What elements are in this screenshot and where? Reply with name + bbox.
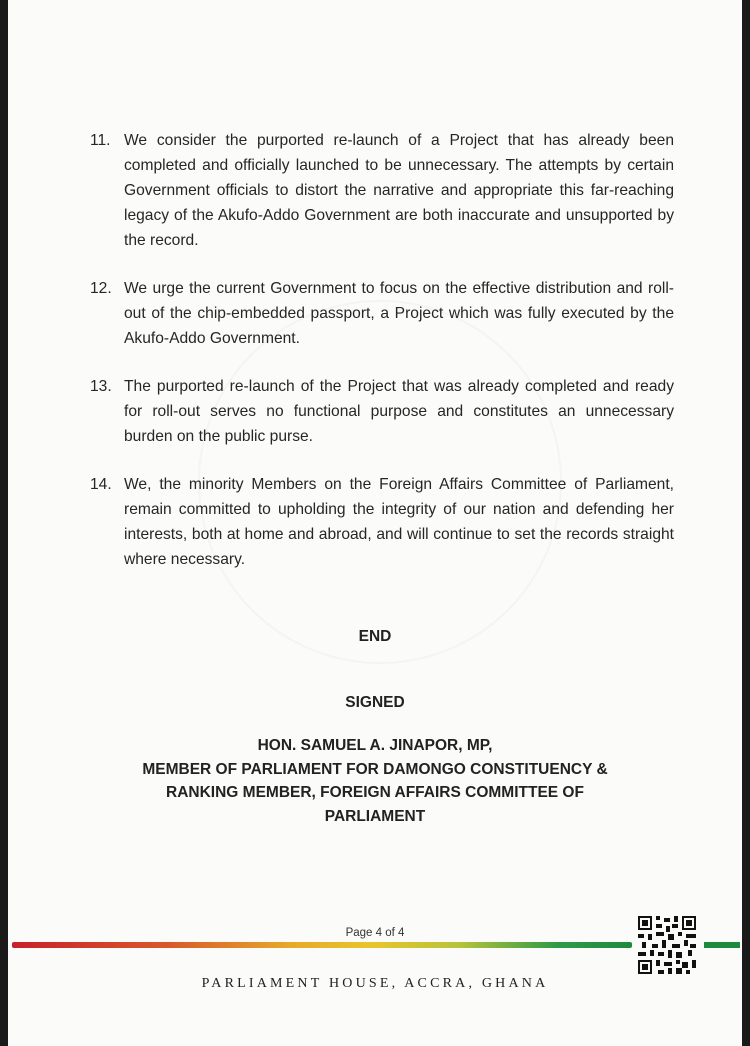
footer-color-band xyxy=(12,942,632,948)
signatory-title-line: MEMBER OF PARLIAMENT FOR DAMONGO CONSTITUENCY & xyxy=(142,760,608,778)
signatory-block xyxy=(8,734,742,828)
statement-list xyxy=(90,128,674,595)
statement-item xyxy=(90,472,674,572)
item-text: We, the minority Members on the Foreign Affairs Committee of Parliament, remain committed to upholding the integrity of our nation and defending her interests, both at home and abroad, and will continue to set the records straight where necessary. xyxy=(124,476,674,568)
item-text: The purported re-launch of the Project that was already completed and ready for roll-out serves no functional purpose and constitutes an unnecessary burden on the public purse. xyxy=(124,378,674,445)
item-number: 13. xyxy=(90,378,112,395)
item-text: We consider the purported re-launch of a Project that has already been completed and officially launched to be unnecessary. The attempts by certain Government officials to distort the narrative and appropriate this far-reaching legacy of the Akufo-Addo Government are both inaccurate and unsupported by the record. xyxy=(124,132,674,249)
end-label: END xyxy=(358,628,392,645)
item-number: 11. xyxy=(90,132,111,149)
signed-label: SIGNED xyxy=(345,694,405,711)
statement-item xyxy=(90,128,674,253)
item-number: 12. xyxy=(90,280,112,297)
item-text: We urge the current Government to focus on the effective distribution and roll-out of the chip-embedded passport, a Project which was fully executed by the Akufo-Addo Government. xyxy=(124,280,674,347)
document-page xyxy=(8,0,742,1046)
page-number: Page 4 of 4 xyxy=(345,927,405,939)
footer-color-band-end xyxy=(704,942,740,948)
signatory-title-line: RANKING MEMBER, FOREIGN AFFAIRS COMMITTEE OF xyxy=(166,784,584,801)
signatory-title-line: PARLIAMENT xyxy=(324,807,426,825)
qr-code-icon xyxy=(638,916,696,974)
signatory-name: HON. SAMUEL A. JINAPOR, MP, xyxy=(257,737,493,754)
footer-address: PARLIAMENT HOUSE, ACCRA, GHANA xyxy=(201,976,549,991)
item-number: 14. xyxy=(90,476,112,493)
statement-item xyxy=(90,276,674,351)
statement-item xyxy=(90,374,674,449)
